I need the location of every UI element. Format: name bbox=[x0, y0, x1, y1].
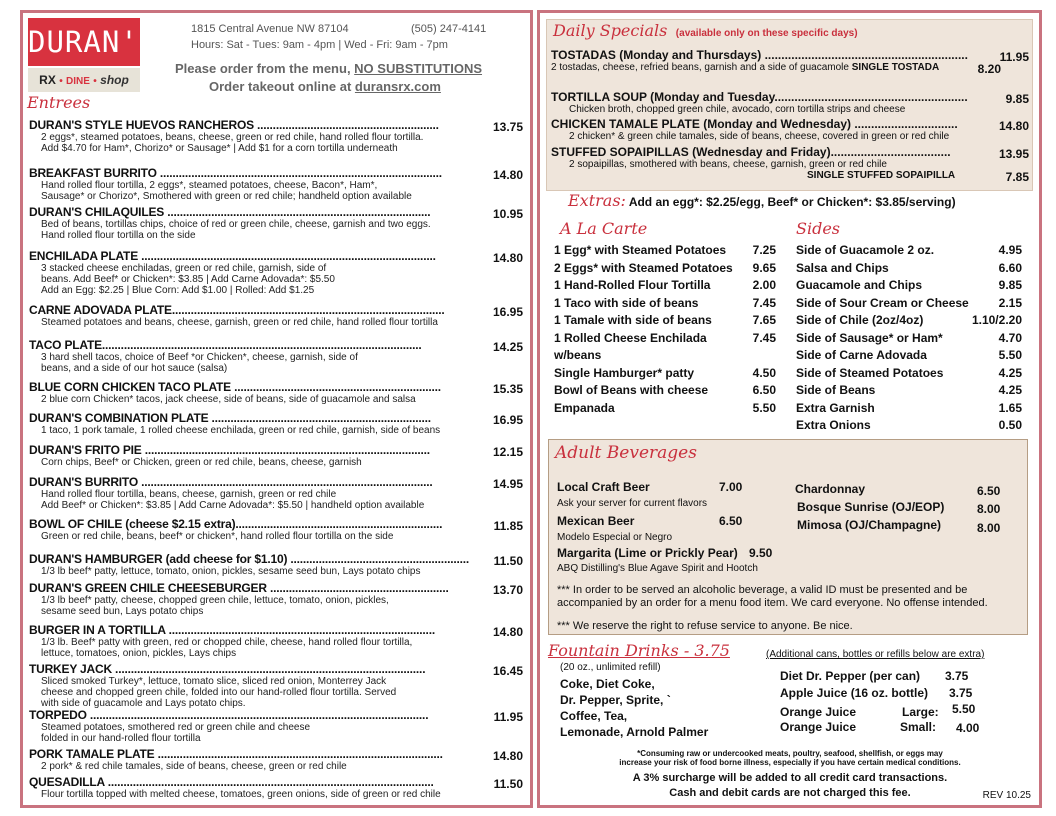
item-name: Extra Garnish bbox=[796, 400, 875, 415]
sides-item bbox=[796, 401, 1022, 419]
entree-price: 14.95 bbox=[492, 477, 523, 491]
entree-name: BURGER IN A TORTILLA ..................................................................................... bbox=[29, 623, 435, 637]
a-la-carte-title: A La Carte bbox=[560, 219, 648, 238]
item-name: Empanada bbox=[554, 400, 615, 415]
entree-name: QUESADILLA ........................................................................................................ bbox=[29, 775, 434, 789]
special-price: 14.80 bbox=[998, 119, 1029, 133]
entree-description: Corn chips, Beef* or Chicken, green or red chile, beans, cheese, garnish bbox=[41, 457, 362, 468]
takeout-prefix: Order takeout online at bbox=[209, 79, 355, 94]
specials-panel bbox=[537, 10, 1042, 808]
item-name: Side of Guacamole 2 oz. bbox=[796, 243, 935, 257]
order-notice bbox=[175, 61, 482, 76]
mexican-beer-price: 6.50 bbox=[719, 514, 743, 528]
entree-item bbox=[29, 747, 529, 772]
item-price: 1.10/2.20 bbox=[971, 313, 1022, 327]
fountain-drink: Coke, Diet Coke, bbox=[560, 677, 655, 691]
item-price: 5.50 bbox=[998, 348, 1022, 362]
item-name: Guacamole and Chips bbox=[796, 278, 923, 292]
entree-item bbox=[29, 775, 529, 800]
special-description: Chicken broth, chopped green chile, avocado, corn tortilla strips and cheese bbox=[569, 104, 906, 115]
item-price: 4.70 bbox=[998, 330, 1022, 345]
entree-name: TACO PLATE...................................................................................................... bbox=[29, 338, 422, 352]
entree-price: 12.15 bbox=[492, 445, 523, 459]
raw-food-warning-line2: increase your risk of food borne illness, especially if you have certain medical conditions. bbox=[619, 758, 961, 767]
special-name: TOSTADAS (Monday and Thursdays) ............................................................. bbox=[551, 48, 968, 62]
entree-name: TORPEDO ............................................................................................................ bbox=[29, 708, 429, 722]
revision: REV 10.25 bbox=[982, 790, 1031, 801]
a-la-carte-item bbox=[554, 243, 776, 261]
entrees-title: Entrees bbox=[27, 93, 91, 112]
fountain-drink-list bbox=[560, 676, 708, 740]
entree-price: 11.85 bbox=[493, 519, 523, 533]
special-name: TORTILLA SOUP (Monday and Tuesday.......................................................... bbox=[551, 90, 968, 104]
apple-juice-price: 3.75 bbox=[949, 686, 973, 700]
entree-item bbox=[29, 411, 529, 436]
single-label: SINGLE STUFFED SOPAIPILLA bbox=[807, 170, 956, 181]
item-name: Side of Sour Cream or Cheese bbox=[796, 295, 969, 310]
sides-item bbox=[796, 348, 1022, 366]
entree-name: BLUE CORN CHICKEN TACO PLATE .................................................................. bbox=[29, 380, 441, 394]
entree-description: Hand rolled flour tortilla, 2 eggs*, steamed potatoes, cheese, Bacon*, Ham*, Sausage* or Chorizo*, Smothered with green or red chile; handheld option available bbox=[41, 180, 412, 202]
entree-description: Bed of beans, tortillas chips, choice of red or green chile, cheese, garnish and two eggs. Hand rolled flour tortilla on the side bbox=[41, 219, 431, 241]
sides-title: Sides bbox=[796, 219, 840, 238]
adult-beverages-title: Adult Beverages bbox=[555, 443, 697, 463]
entree-name: DURAN'S GREEN CHILE CHEESEBURGER ......................................................... bbox=[29, 581, 449, 595]
item-price: 4.25 bbox=[998, 365, 1022, 380]
item-price: 2.00 bbox=[752, 278, 776, 292]
sides-item bbox=[796, 418, 1022, 436]
entree-item bbox=[29, 338, 529, 374]
margarita-price: 9.50 bbox=[749, 546, 773, 560]
entree-name: ENCHILADA PLATE .............................................................................................. bbox=[29, 249, 436, 263]
entree-price: 13.75 bbox=[492, 120, 523, 134]
sides-item bbox=[796, 366, 1022, 384]
sides-item bbox=[796, 243, 1022, 261]
item-price: 7.45 bbox=[752, 295, 776, 310]
item-name: 1 Hand-Rolled Flour Tortilla bbox=[554, 278, 711, 292]
entree-item bbox=[29, 517, 529, 542]
entree-item bbox=[29, 118, 529, 154]
item-price: 6.60 bbox=[998, 260, 1022, 275]
sides-item bbox=[796, 278, 1022, 296]
entree-price: 14.80 bbox=[492, 168, 523, 182]
entree-price: 14.25 bbox=[492, 340, 523, 354]
extras bbox=[568, 191, 956, 210]
a-la-carte-item bbox=[554, 383, 776, 401]
fountain-drink: Lemonade, Arnold Palmer bbox=[560, 725, 709, 739]
item-price: 6.50 bbox=[752, 383, 776, 397]
orange-juice-small: Orange Juice bbox=[780, 720, 857, 734]
dot-icon: • bbox=[93, 76, 97, 87]
entree-name: DURAN'S FRITO PIE ........................................................................................... bbox=[29, 443, 430, 457]
phone: (505) 247-4141 bbox=[411, 23, 487, 35]
no-substitutions: NO SUBSTITUTIONS bbox=[354, 61, 483, 76]
mimosa: Mimosa (OJ/Champagne) bbox=[797, 518, 942, 532]
daily-specials-box bbox=[546, 19, 1033, 191]
item-name: Side of Beans bbox=[796, 383, 876, 397]
bosque-sunrise: Bosque Sunrise (OJ/EOP) bbox=[797, 500, 945, 514]
item-name: w/beans bbox=[554, 348, 602, 362]
local-craft-beer-price: 7.00 bbox=[719, 480, 743, 494]
entree-description: 3 hard shell tacos, choice of Beef *or Chicken*, cheese, garnish, side of beans, and a side of our hot sauce (salsa) bbox=[41, 352, 358, 374]
entree-item bbox=[29, 662, 529, 709]
local-craft-beer-sub: Ask your server for current flavors bbox=[557, 498, 708, 509]
entree-price: 15.35 bbox=[492, 382, 523, 396]
fountain-refill: (20 oz., unlimited refill) bbox=[560, 662, 661, 673]
daily-specials-note: (available only on these specific days) bbox=[675, 28, 858, 39]
entree-price: 14.80 bbox=[492, 251, 523, 265]
margarita: Margarita (Lime or Prickly Pear) bbox=[557, 546, 738, 560]
entree-item bbox=[29, 623, 529, 659]
entree-description: 2 eggs*, steamed potatoes, beans, cheese, green or red chile, hand rolled flour tortilla. Add $4.70 for Ham*, Chorizo* or Sausage* | Add $1 for a corn tortilla underneath bbox=[41, 132, 424, 154]
entree-price: 16.45 bbox=[492, 664, 523, 678]
item-price: 1.65 bbox=[998, 400, 1022, 415]
single-price: 7.85 bbox=[1005, 170, 1029, 184]
item-price: 4.95 bbox=[998, 243, 1022, 257]
entrees-panel bbox=[20, 10, 533, 808]
entree-description: Sliced smoked Turkey*, lettuce, tomato slice, sliced red onion, Monterrey Jack cheese and chopped green chile, folded into our hand-rolled flour tortilla. Served with side of guacamole and Lays potato chips. bbox=[41, 676, 397, 709]
special-name: CHICKEN TAMALE PLATE (Monday and Wednesday) ............................... bbox=[551, 117, 958, 131]
entree-description: 1/3 lb. Beef* patty with green, red or chopped chile, cheese, hand rolled flour tortilla, lettuce, tomatoes, onion, pickles, Lays chips bbox=[41, 637, 413, 659]
entree-item bbox=[29, 249, 529, 296]
entree-price: 11.50 bbox=[493, 777, 523, 791]
extras-text: Add an egg*: $2.25/egg, Beef* or Chicken*: $3.85/serving) bbox=[628, 195, 956, 209]
item-name: 1 Rolled Cheese Enchilada bbox=[554, 330, 707, 345]
sides-item bbox=[796, 296, 1022, 314]
special-description: 2 sopaipillas, smothered with beans, cheese, garnish, green or red chile bbox=[569, 159, 887, 170]
single-row bbox=[551, 170, 1029, 184]
special-description: 2 tostadas, cheese, refried beans, garnish and a side of guacamole bbox=[551, 62, 849, 73]
a-la-carte-list bbox=[554, 243, 776, 418]
additional-note: (Additional cans, bottles or refills below are extra) bbox=[766, 649, 985, 660]
oj-small-size: Small: bbox=[900, 720, 937, 734]
entree-description: Green or red chile, beans, beef* or chicken*, hand rolled flour tortilla on the side bbox=[41, 531, 394, 542]
item-name: Side of Steamed Potatoes bbox=[796, 365, 944, 380]
a-la-carte-item bbox=[554, 348, 776, 366]
surcharge-line2: Cash and debit cards are not charged this fee. bbox=[669, 787, 911, 799]
surcharge-note bbox=[560, 771, 1020, 801]
item-name: Bowl of Beans with cheese bbox=[554, 383, 709, 397]
special-item bbox=[551, 90, 1029, 115]
entree-item bbox=[29, 303, 529, 328]
tagline-dine: DINE bbox=[66, 76, 90, 87]
entree-price: 16.95 bbox=[492, 305, 523, 319]
item-price: 5.50 bbox=[752, 400, 776, 415]
a-la-carte-item bbox=[554, 331, 776, 349]
entree-description: Steamed potatoes and beans, cheese, garnish, green or red chile, hand rolled flour tortilla bbox=[41, 317, 438, 328]
entree-name: TURKEY JACK ................................................................................................... bbox=[29, 662, 426, 676]
special-description: 2 chicken* & green chile tamales, side of beans, cheese, covered in green or red chile bbox=[569, 131, 950, 142]
entree-item bbox=[29, 475, 529, 511]
entree-price: 14.80 bbox=[492, 749, 523, 763]
item-name: 2 Eggs* with Steamed Potatoes bbox=[554, 260, 733, 275]
item-price: 7.45 bbox=[752, 330, 776, 345]
entree-description: 1 taco, 1 pork tamale, 1 rolled cheese enchilada, green or red chile, garnish, side of beans bbox=[41, 425, 441, 436]
item-name: Side of Carne Adovada bbox=[796, 348, 927, 362]
special-price: 9.85 bbox=[1005, 92, 1029, 106]
hours: Hours: Sat - Tues: 9am - 4pm | Wed - Fri: 9am - 7pm bbox=[191, 39, 448, 51]
oj-large-price: 5.50 bbox=[952, 702, 976, 716]
entree-name: PORK TAMALE PLATE ........................................................................................... bbox=[29, 747, 443, 761]
entree-price: 16.95 bbox=[492, 413, 523, 427]
item-price: 4.50 bbox=[752, 365, 776, 380]
item-price: 7.25 bbox=[752, 243, 776, 257]
item-name: 1 Tamale with side of beans bbox=[554, 313, 712, 327]
a-la-carte-item bbox=[554, 401, 776, 419]
entree-name: CARNE ADOVADA PLATE....................................................................................... bbox=[29, 303, 445, 317]
entree-name: DURAN'S HAMBURGER (add cheese for $1.10) ......................................................... bbox=[29, 552, 469, 566]
entree-price: 11.95 bbox=[493, 710, 523, 724]
dot-icon: • bbox=[59, 76, 63, 87]
takeout-notice bbox=[209, 79, 441, 94]
entree-name: DURAN'S STYLE HUEVOS RANCHEROS .......................................................... bbox=[29, 118, 439, 132]
entree-item bbox=[29, 552, 529, 577]
mexican-beer-sub: Modelo Especial or Negro bbox=[557, 532, 673, 543]
tagline-shop: shop bbox=[100, 73, 129, 87]
entree-name: BOWL OF CHILE (cheese $2.15 extra).................................................................. bbox=[29, 517, 443, 531]
item-name: Side of Sausage* or Ham* bbox=[796, 330, 943, 345]
entree-item bbox=[29, 708, 529, 744]
item-name: 1 Egg* with Steamed Potatoes bbox=[554, 243, 727, 257]
item-name: Extra Onions bbox=[796, 418, 871, 432]
entree-item bbox=[29, 581, 529, 617]
item-price: 9.65 bbox=[752, 260, 776, 275]
single-label: SINGLE TOSTADA bbox=[851, 62, 940, 73]
orange-juice-large: Orange Juice bbox=[780, 705, 857, 719]
chardonnay-price: 6.50 bbox=[977, 484, 1001, 498]
apple-juice: Apple Juice (16 oz. bottle) bbox=[780, 686, 929, 700]
refuse-service-note: *** We reserve the right to refuse service to anyone. Be nice. bbox=[557, 620, 853, 632]
a-la-carte-item bbox=[554, 278, 776, 296]
daily-specials-title: Daily Specials bbox=[553, 21, 668, 40]
entree-item bbox=[29, 205, 529, 241]
fountain-drink: Coffee, Tea, bbox=[560, 709, 628, 723]
entree-name: DURAN'S COMBINATION PLATE ...................................................................... bbox=[29, 411, 431, 425]
entree-description: 1/3 lb beef* patty, lettuce, tomato, onion, pickles, sesame seed bun, Lays potato chips bbox=[41, 566, 421, 577]
special-price: 11.95 bbox=[999, 50, 1029, 64]
mimosa-price: 8.00 bbox=[977, 521, 1001, 535]
raw-food-warning bbox=[560, 749, 1020, 767]
item-name: Salsa and Chips bbox=[796, 260, 889, 275]
diet-dr-pepper-price: 3.75 bbox=[945, 669, 969, 683]
a-la-carte-item bbox=[554, 261, 776, 279]
sides-item bbox=[796, 383, 1022, 401]
oj-small-price: 4.00 bbox=[956, 721, 980, 735]
raw-food-warning-line1: *Consuming raw or undercooked meats, poultry, seafood, shellfish, or eggs may bbox=[637, 749, 943, 758]
special-item bbox=[551, 117, 1029, 142]
entree-price: 14.80 bbox=[492, 625, 523, 639]
duran-logo: DURAN'S bbox=[28, 18, 140, 66]
item-price: 7.65 bbox=[752, 313, 776, 327]
sides-item bbox=[796, 331, 1022, 349]
bosque-sunrise-price: 8.00 bbox=[977, 502, 1001, 516]
entree-name: DURAN'S CHILAQUILES .................................................................................... bbox=[29, 205, 431, 219]
daily-specials-header bbox=[553, 21, 858, 41]
sides-list bbox=[796, 243, 1022, 436]
entree-item bbox=[29, 380, 529, 405]
extras-title: Extras: bbox=[568, 191, 626, 210]
entree-name: BREAKFAST BURRITO .......................................................................................... bbox=[29, 166, 442, 180]
entree-price: 10.95 bbox=[492, 207, 523, 221]
entree-description: Steamed potatoes, smothered red or green chile and cheese folded in our hand-rolled flour tortilla bbox=[41, 722, 311, 744]
diet-dr-pepper: Diet Dr. Pepper (per can) bbox=[780, 669, 921, 683]
entree-item bbox=[29, 443, 529, 468]
item-price: 9.85 bbox=[998, 278, 1022, 292]
a-la-carte-item bbox=[554, 366, 776, 384]
alcohol-id-note: *** In order to be served an alcoholic beverage, a valid ID must be presented and be accompanied by an order for a menu food item. We card everyone. No offense intended. bbox=[557, 584, 988, 609]
surcharge-line1: A 3% surcharge will be added to all credit card transactions. bbox=[632, 772, 948, 784]
sides-item bbox=[796, 261, 1022, 279]
entree-price: 11.50 bbox=[493, 554, 523, 568]
takeout-link[interactable]: duransrx.com bbox=[354, 79, 441, 94]
tagline bbox=[28, 68, 140, 92]
order-prefix: Please order from the menu, bbox=[175, 61, 355, 76]
item-name: 1 Taco with side of beans bbox=[554, 295, 699, 310]
address: 1815 Central Avenue NW 87104 bbox=[191, 23, 349, 35]
special-name: STUFFED SOPAIPILLAS (Wednesday and Friday).................................... bbox=[551, 145, 951, 159]
item-price: 4.25 bbox=[998, 383, 1022, 397]
item-price: 0.50 bbox=[998, 418, 1022, 432]
a-la-carte-item bbox=[554, 296, 776, 314]
single-price: 8.20 bbox=[977, 62, 1001, 76]
tagline-rx: RX bbox=[39, 73, 56, 87]
item-name: Side of Chile (2oz/4oz) bbox=[796, 313, 924, 327]
entree-description: Flour tortilla topped with melted cheese, tomatoes, green onions, side of green or red chile bbox=[41, 789, 441, 800]
sides-item bbox=[796, 313, 1022, 331]
fountain-drinks-title: Fountain Drinks - 3.75 bbox=[548, 641, 730, 660]
entree-name: DURAN'S BURRITO ............................................................................................. bbox=[29, 475, 433, 489]
entree-description: 1/3 lb beef* patty, cheese, chopped green chile, lettuce, tomato, onion, pickles, sesame seed bun, Lays potato chips bbox=[41, 595, 389, 617]
entree-description: 2 pork* & red chile tamales, side of beans, cheese, green or red chile bbox=[41, 761, 347, 772]
special-item bbox=[551, 145, 1029, 184]
entree-description: Hand rolled flour tortilla, beans, cheese, garnish, green or red chile Add Beef* or Chicken*: $3.85 | Add Carne Adovada*: $5.50 | handheld option available bbox=[41, 489, 425, 511]
fountain-drink: Dr. Pepper, Sprite, ` bbox=[560, 693, 671, 707]
entree-description: 2 blue corn Chicken* tacos, jack cheese, side of beans, side of guacamole and salsa bbox=[41, 394, 416, 405]
entree-item bbox=[29, 166, 529, 202]
local-craft-beer: Local Craft Beer bbox=[557, 480, 650, 494]
special-price: 13.95 bbox=[998, 147, 1029, 161]
entree-price: 13.70 bbox=[492, 583, 523, 597]
chardonnay: Chardonnay bbox=[795, 482, 866, 496]
special-item bbox=[551, 48, 1029, 76]
mexican-beer: Mexican Beer bbox=[557, 514, 635, 528]
item-price: 2.15 bbox=[998, 295, 1022, 310]
item-name: Single Hamburger* patty bbox=[554, 365, 695, 380]
entree-description: 3 stacked cheese enchiladas, green or red chile, garnish, side of beans. Add Beef* or Chicken*: $3.85 | Add Carne Adovada*: $5.50 Add an Egg: $2.25 | Blue Corn: Add $1.00 | Rolled: Add $1.25 bbox=[41, 263, 335, 296]
a-la-carte-item bbox=[554, 313, 776, 331]
adult-beverages-box bbox=[548, 439, 1028, 635]
special-desc-row bbox=[551, 62, 1029, 76]
oj-large-size: Large: bbox=[902, 705, 939, 719]
margarita-sub: ABQ Distilling's Blue Agave Spirit and Hootch bbox=[557, 563, 758, 574]
